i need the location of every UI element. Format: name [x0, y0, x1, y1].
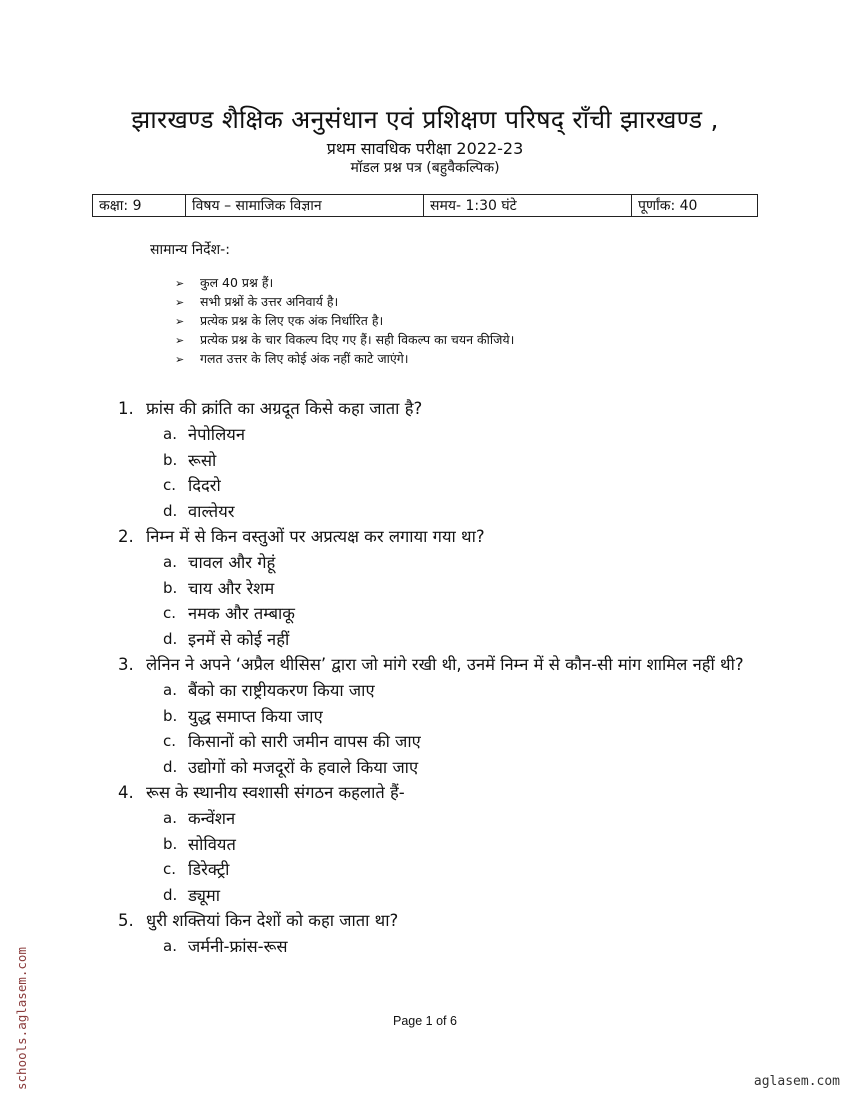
option-letter: c. — [163, 604, 177, 622]
question-text: निम्न में से किन वस्तुओं पर अप्रत्यक्ष कर लगाया गया था? — [146, 527, 485, 546]
option-item — [118, 550, 758, 576]
exam-name: प्रथम सावधिक परीक्षा 2022-23 — [326, 139, 524, 158]
subject-cell: विषय – सामाजिक विज्ञान — [186, 195, 424, 217]
question-3 — [118, 652, 758, 678]
option-text: चावल और गेहूं — [188, 553, 276, 572]
option-item — [118, 806, 758, 832]
instruction-item — [175, 349, 514, 368]
instruction-item — [175, 311, 514, 330]
option-text: नेपोलियन — [188, 425, 245, 444]
option-item — [118, 448, 758, 474]
arrow-bullet-icon: ➢ — [175, 315, 185, 328]
option-item — [118, 832, 758, 858]
paper-type: मॉडल प्रश्न पत्र (बहुवैकल्पिक) — [350, 160, 500, 176]
option-text: वाल्तेयर — [188, 501, 235, 521]
option-letter: a. — [163, 937, 177, 955]
option-text: ड्यूमा — [188, 885, 221, 905]
option-letter: b. — [163, 706, 178, 725]
option-text: सोवियत — [188, 834, 236, 854]
option-letter: b. — [163, 578, 178, 597]
option-text: किसानों को सारी जमीन वापस की जाए — [188, 732, 421, 751]
option-item — [118, 729, 758, 755]
option-item — [118, 755, 758, 781]
info-table — [92, 194, 758, 217]
instruction-text: कुल 40 प्रश्न हैं। — [200, 275, 274, 290]
option-text: जर्मनी-फ्रांस-रूस — [188, 937, 288, 956]
question-number: 3. — [118, 655, 134, 674]
question-text: रूस के स्थानीय स्वशासी संगठन कहलाते हैं- — [146, 783, 405, 802]
question-text: फ्रांस की क्रांति का अग्रदूत किसे कहा जाता है? — [146, 399, 423, 418]
option-text: युद्ध समाप्त किया जाए — [188, 706, 323, 726]
option-letter: b. — [163, 450, 178, 469]
option-text: उद्योगों को मजदूरों के हवाले किया जाए — [188, 757, 419, 777]
option-item — [118, 934, 758, 960]
option-letter: c. — [163, 476, 177, 494]
question-5 — [118, 908, 758, 934]
option-text: बैंको का राष्ट्रीयकरण किया जाए — [188, 681, 375, 700]
instruction-item — [175, 330, 514, 349]
class-cell: कक्षा: 9 — [93, 195, 186, 217]
option-item — [118, 857, 758, 883]
arrow-bullet-icon: ➢ — [175, 277, 185, 290]
instruction-text: सभी प्रश्नों के उत्तर अनिवार्य है। — [200, 294, 339, 309]
option-letter: c. — [163, 860, 177, 878]
option-item — [118, 627, 758, 653]
option-letter: a. — [163, 809, 177, 827]
option-text: कन्वेंशन — [188, 809, 236, 828]
instructions-title: सामान्य निर्देश-: — [150, 242, 230, 258]
option-letter: d. — [163, 629, 178, 648]
option-item — [118, 883, 758, 909]
question-4 — [118, 780, 758, 806]
instruction-item — [175, 273, 514, 292]
option-letter: a. — [163, 681, 177, 699]
option-letter: a. — [163, 425, 177, 443]
question-number: 1. — [118, 399, 134, 418]
option-letter: a. — [163, 553, 177, 571]
option-text: दिदरो — [188, 476, 221, 495]
document-title: झारखण्ड शैक्षिक अनुसंधान एवं प्रशिक्षण परिषद् राँची झारखण्ड , — [131, 105, 719, 134]
arrow-bullet-icon: ➢ — [175, 334, 185, 347]
option-text: रूसो — [188, 450, 217, 470]
side-watermark: schools.aglasem.com — [14, 947, 29, 1090]
option-letter: d. — [163, 501, 178, 520]
question-number: 2. — [118, 527, 134, 546]
question-text: धुरी शक्तियां किन देशों को कहा जाता था? — [146, 911, 399, 930]
marks-cell: पूर्णांक: 40 — [632, 195, 758, 217]
time-cell: समय- 1:30 घंटे — [424, 195, 632, 217]
option-text: चाय और रेशम — [188, 578, 275, 598]
option-item — [118, 576, 758, 602]
info-row — [93, 195, 758, 217]
option-item — [118, 499, 758, 525]
option-letter: b. — [163, 834, 178, 853]
option-text: डिरेक्ट्री — [188, 860, 230, 879]
option-item — [118, 473, 758, 499]
corner-watermark: aglasem.com — [753, 1074, 840, 1089]
instruction-item — [175, 292, 514, 311]
question-2 — [118, 524, 758, 550]
questions-section — [118, 396, 758, 960]
instruction-text: गलत उत्तर के लिए कोई अंक नहीं काटे जाएंगे। — [200, 351, 409, 366]
question-number: 4. — [118, 783, 134, 802]
question-1 — [118, 396, 758, 422]
instruction-text: प्रत्येक प्रश्न के चार विकल्प दिए गए हैं। सही विकल्प का चयन कीजिये। — [200, 332, 515, 347]
option-item — [118, 704, 758, 730]
page-number: Page 1 of 6 — [393, 1014, 457, 1028]
option-text: इनमें से कोई नहीं — [188, 629, 290, 649]
option-item — [118, 678, 758, 704]
option-item — [118, 422, 758, 448]
arrow-bullet-icon: ➢ — [175, 296, 185, 309]
instruction-text: प्रत्येक प्रश्न के लिए एक अंक निर्धारित है। — [200, 313, 384, 328]
option-text: नमक और तम्बाकू — [188, 604, 295, 623]
question-number: 5. — [118, 911, 134, 930]
instructions-list — [175, 273, 514, 368]
option-letter: d. — [163, 757, 178, 776]
option-letter: c. — [163, 732, 177, 750]
arrow-bullet-icon: ➢ — [175, 353, 185, 366]
question-text: लेनिन ने अपने ‘अप्रैल थीसिस’ द्वारा जो मांगे रखी थी, उनमें निम्न में से कौन-सी मांग शामिल नहीं थी? — [146, 655, 744, 674]
option-item — [118, 601, 758, 627]
option-letter: d. — [163, 885, 178, 904]
